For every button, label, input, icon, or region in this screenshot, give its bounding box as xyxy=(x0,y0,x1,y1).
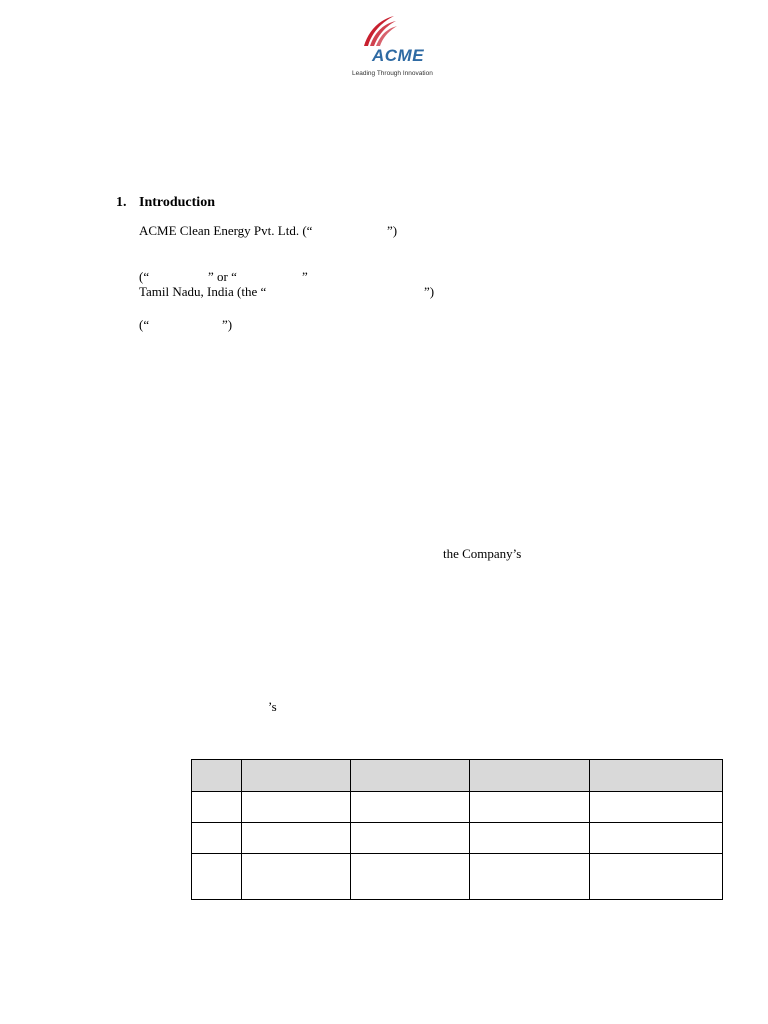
table-cell xyxy=(192,854,242,900)
table-cell xyxy=(590,854,723,900)
table-cell xyxy=(192,792,242,823)
paragraph-line-2-or: ” or “ xyxy=(208,269,237,284)
table-header-cell xyxy=(242,760,351,792)
paragraph-line-4-close: ”) xyxy=(222,317,233,332)
table-cell xyxy=(590,823,723,854)
table-header-cell xyxy=(590,760,723,792)
swoosh-icon xyxy=(358,14,398,48)
possessive-fragment: ’s xyxy=(268,699,277,714)
table-header-cell xyxy=(351,760,470,792)
paragraph-line-4-open: (“ xyxy=(139,317,150,332)
paragraph-line-2-open: (“ xyxy=(139,269,150,284)
section-title: Introduction xyxy=(139,195,215,210)
table-row xyxy=(192,823,723,854)
table-cell xyxy=(351,792,470,823)
table-cell xyxy=(470,823,590,854)
table-header-cell xyxy=(470,760,590,792)
table-cell xyxy=(470,792,590,823)
table-header-cell xyxy=(192,760,242,792)
table-cell xyxy=(470,854,590,900)
table-row xyxy=(192,792,723,823)
table-cell xyxy=(192,823,242,854)
table-cell xyxy=(590,792,723,823)
table-cell xyxy=(242,854,351,900)
table-cell xyxy=(242,823,351,854)
paragraph-line-3-close: ”) xyxy=(424,284,435,299)
paragraph-line-1-close: ”) xyxy=(387,223,398,238)
logo-tagline: Leading Through Innovation xyxy=(352,70,433,77)
data-table xyxy=(191,759,723,900)
table-cell xyxy=(242,792,351,823)
paragraph-line-3: Tamil Nadu, India (the “ xyxy=(139,284,267,299)
company-logo xyxy=(348,14,440,77)
table-header-row xyxy=(192,760,723,792)
table-cell xyxy=(351,854,470,900)
logo-brand-text: ACME xyxy=(372,46,425,65)
company-possessive-text: the Company’s xyxy=(443,546,522,561)
paragraph-line-1: ACME Clean Energy Pvt. Ltd. (“ xyxy=(139,223,313,238)
table-cell xyxy=(351,823,470,854)
section-number: 1. xyxy=(116,195,127,210)
paragraph-line-2-close: ” xyxy=(302,269,308,284)
table-row xyxy=(192,854,723,900)
